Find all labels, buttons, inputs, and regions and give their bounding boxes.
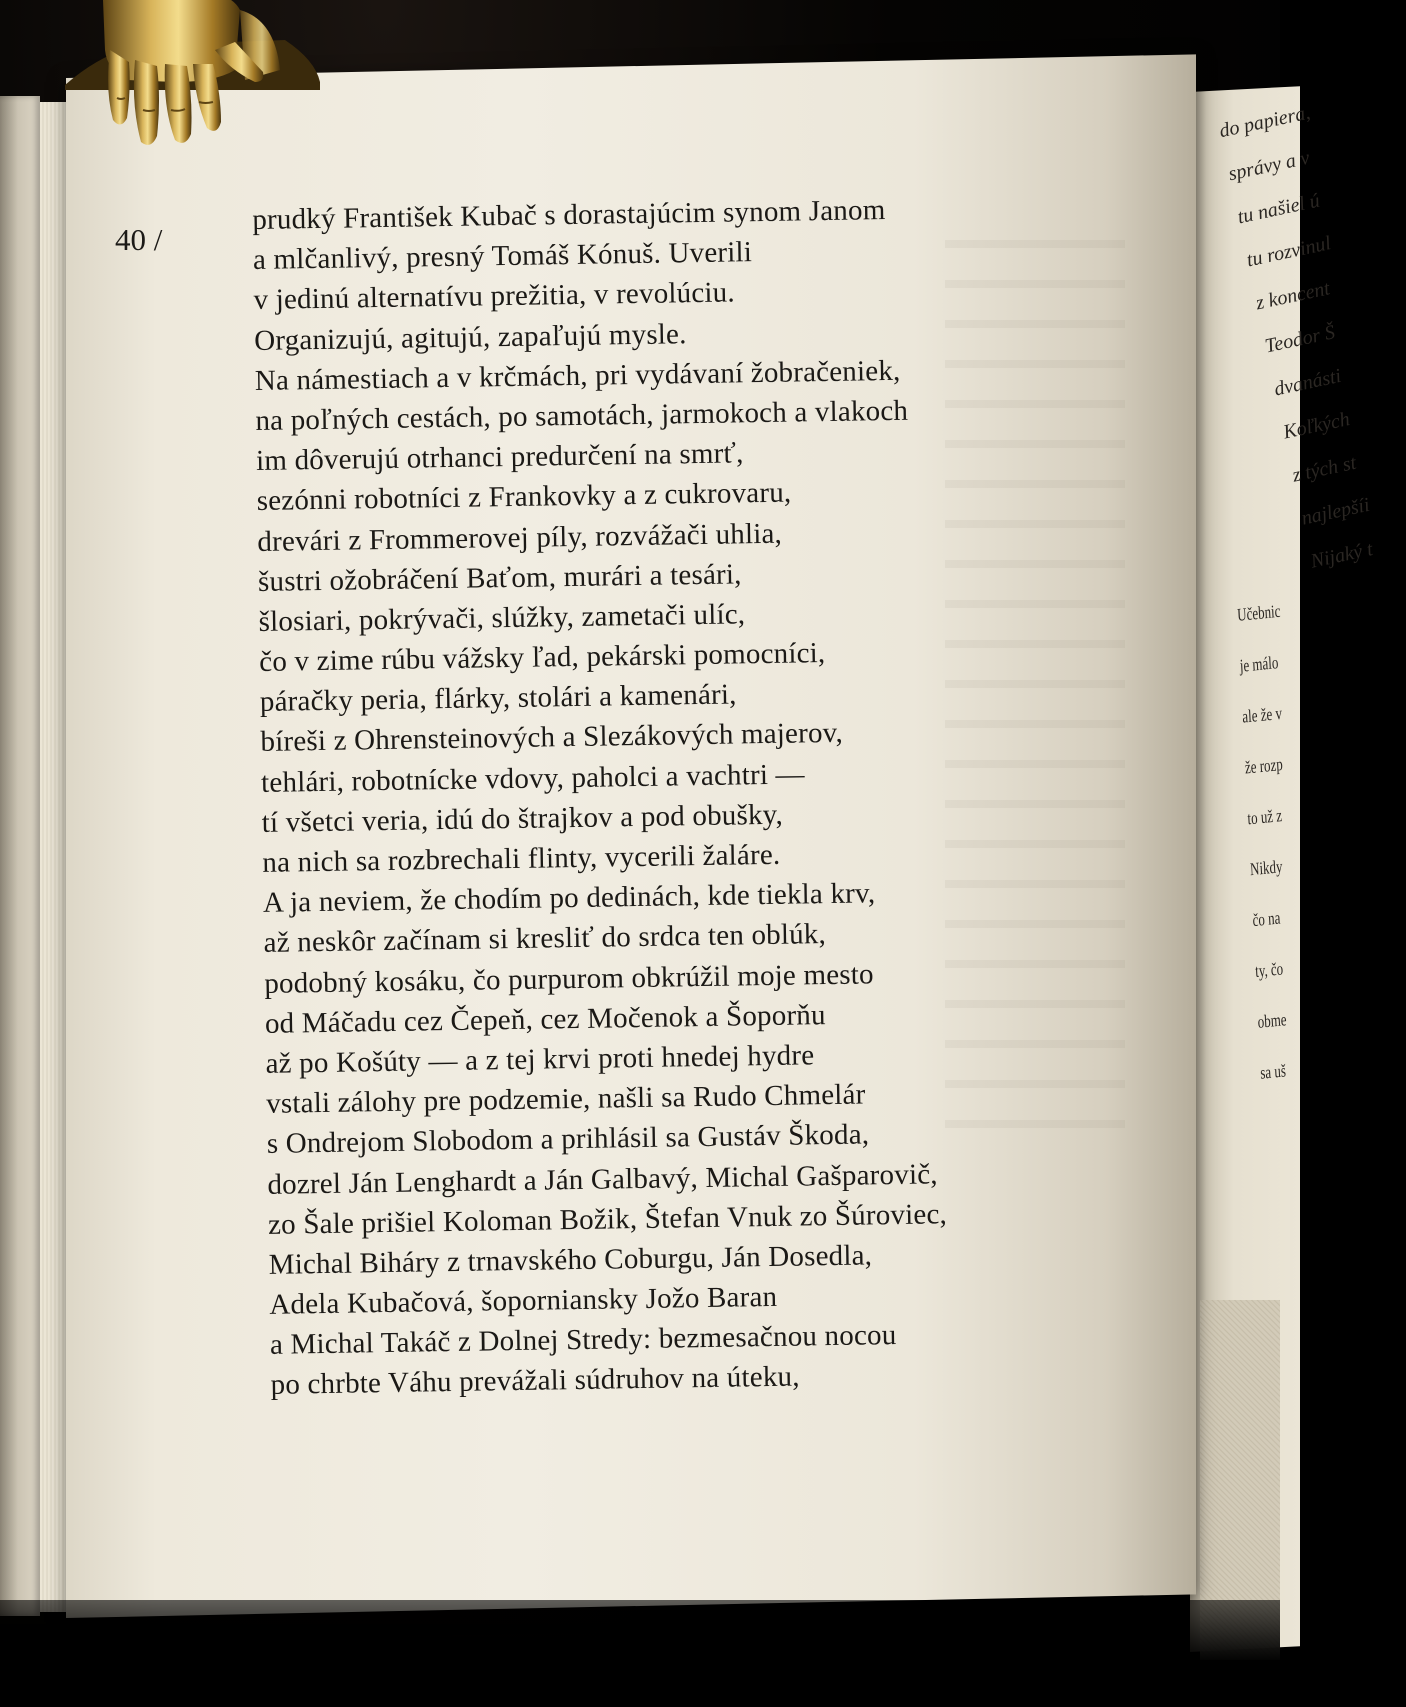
poem-line: po chrbte Váhu prevážali súdruhov na úteku, [270,1360,800,1402]
right-page-line: je málo [1239,652,1279,676]
right-page-line: to už z [1246,805,1283,829]
right-page-line: najlepšíi [1299,493,1372,530]
right-page-line: Nikdy [1249,856,1283,880]
right-page-line: správy a v [1226,146,1312,186]
right-page-line: z tých st [1290,451,1359,487]
poem-line: im dôverujú otrhanci predurčení na smrť, [255,437,744,478]
right-page-line: obme [1257,1009,1287,1032]
right-page-line: Učebnic [1236,600,1281,625]
poem-line: Na námestiach a v krčmách, pri vydávaní žobračeniek, [254,354,901,397]
right-page-line: že rozp [1244,753,1284,778]
poem-line: prudký František Kubač s dorastajúcim synom Janom [252,194,886,236]
poem-line: na poľných cestách, po samotách, jarmokoch a vlakoch [255,394,909,437]
page-number: 40 / [115,222,163,257]
right-page-line: ale že v [1241,702,1283,727]
right-page-line: sa uš [1259,1060,1287,1083]
poem-line: tí všetci veria, idú do štrajkov a pod obušky, [261,798,784,839]
poem-line: páračky peria, flárky, stolári a kamenári, [259,678,737,719]
poem-line: až neskôr začínam si kresliť do srdca ten oblúk, [263,918,827,960]
brass-hand-bookmark [65,0,305,160]
poem-line: až po Košúty — a z tej krvi proti hnedej hydre [265,1039,815,1080]
poem-line: A ja neviem, že chodím po dedinách, kde tiekla krv, [262,877,876,920]
poem-line: vstali zálohy pre podzemie, našli sa Rudo Chmelár [265,1078,866,1121]
right-page-line: z koncent [1253,277,1332,315]
poem-line: šustri ožobráčení Baťom, murári a tesári, [257,558,742,598]
poem-line: Adela Kubačová, šoporniansky Jožo Baran [269,1280,778,1321]
poem-text [252,189,950,1405]
poem-line: tehlári, robotnícke vdovy, paholci a vachtri — [260,758,805,799]
right-page-line: Koľkých [1281,408,1352,444]
right-page-line: Teodor Š [1263,321,1338,358]
poem-line: sezónni robotníci z Frankovky a z cukrovaru, [256,476,792,518]
right-page-line: Nijaký t [1308,538,1375,573]
right-page-line: do papiera, [1217,101,1313,143]
book-left-edge [0,96,40,1616]
poem-line: podobný kosáku, čo purpurom obkrúžil moje mesto [264,957,874,1000]
right-page-line: dvanásti [1272,364,1344,401]
poem-line: drevári z Frommerovej píly, rozvážači uhlia, [257,517,783,558]
poem-line: a Michal Takáč z Dolnej Stredy: bezmesačnou nocou [269,1319,897,1362]
poem-line: od Máčadu cez Čepeň, cez Močenok a Šoporňu [264,998,826,1040]
poem-line: s Ondrejom Slobodom a prihlásil sa Gustáv Škoda, [266,1118,870,1161]
right-page-line: čo na [1252,907,1281,931]
table-shadow [0,1600,1280,1707]
right-page-line: ty, čo [1254,958,1284,982]
poem-line: na nich sa rozbrechali flinty, vycerili žaláre. [262,838,781,879]
poem-line: dozrel Ján Lenghardt a Ján Galbavý, Michal Gašparovič, [267,1157,938,1201]
right-page-line: tu rozvinul [1244,232,1333,272]
poem-line: zo Šale prišiel Koloman Božik, Štefan Vnuk zo Šúroviec, [267,1197,948,1241]
brass-hand-icon [65,0,305,160]
poem-line: Michal Biháry z trnavského Coburgu, Ján Dosedla, [268,1239,873,1281]
poem-line: čo v zime rúbu vážsky ľad, pekárski pomocníci, [259,637,826,679]
poem-line: v jedinú alternatívu prežitia, v revolúciu. [253,276,736,317]
poem-line: bíreši z Ohrensteinových a Slezákových majerov, [260,717,844,759]
right-page-line: tu našiel ú [1235,189,1322,229]
poem-line: šlosiari, pokrývači, slúžky, zametači ulíc, [258,598,746,638]
poem-line: Organizujú, agitujú, zapaľujú mysle. [253,317,687,357]
poem-line: a mlčanlivý, presný Tomáš Kónuš. Uverili [252,236,753,277]
